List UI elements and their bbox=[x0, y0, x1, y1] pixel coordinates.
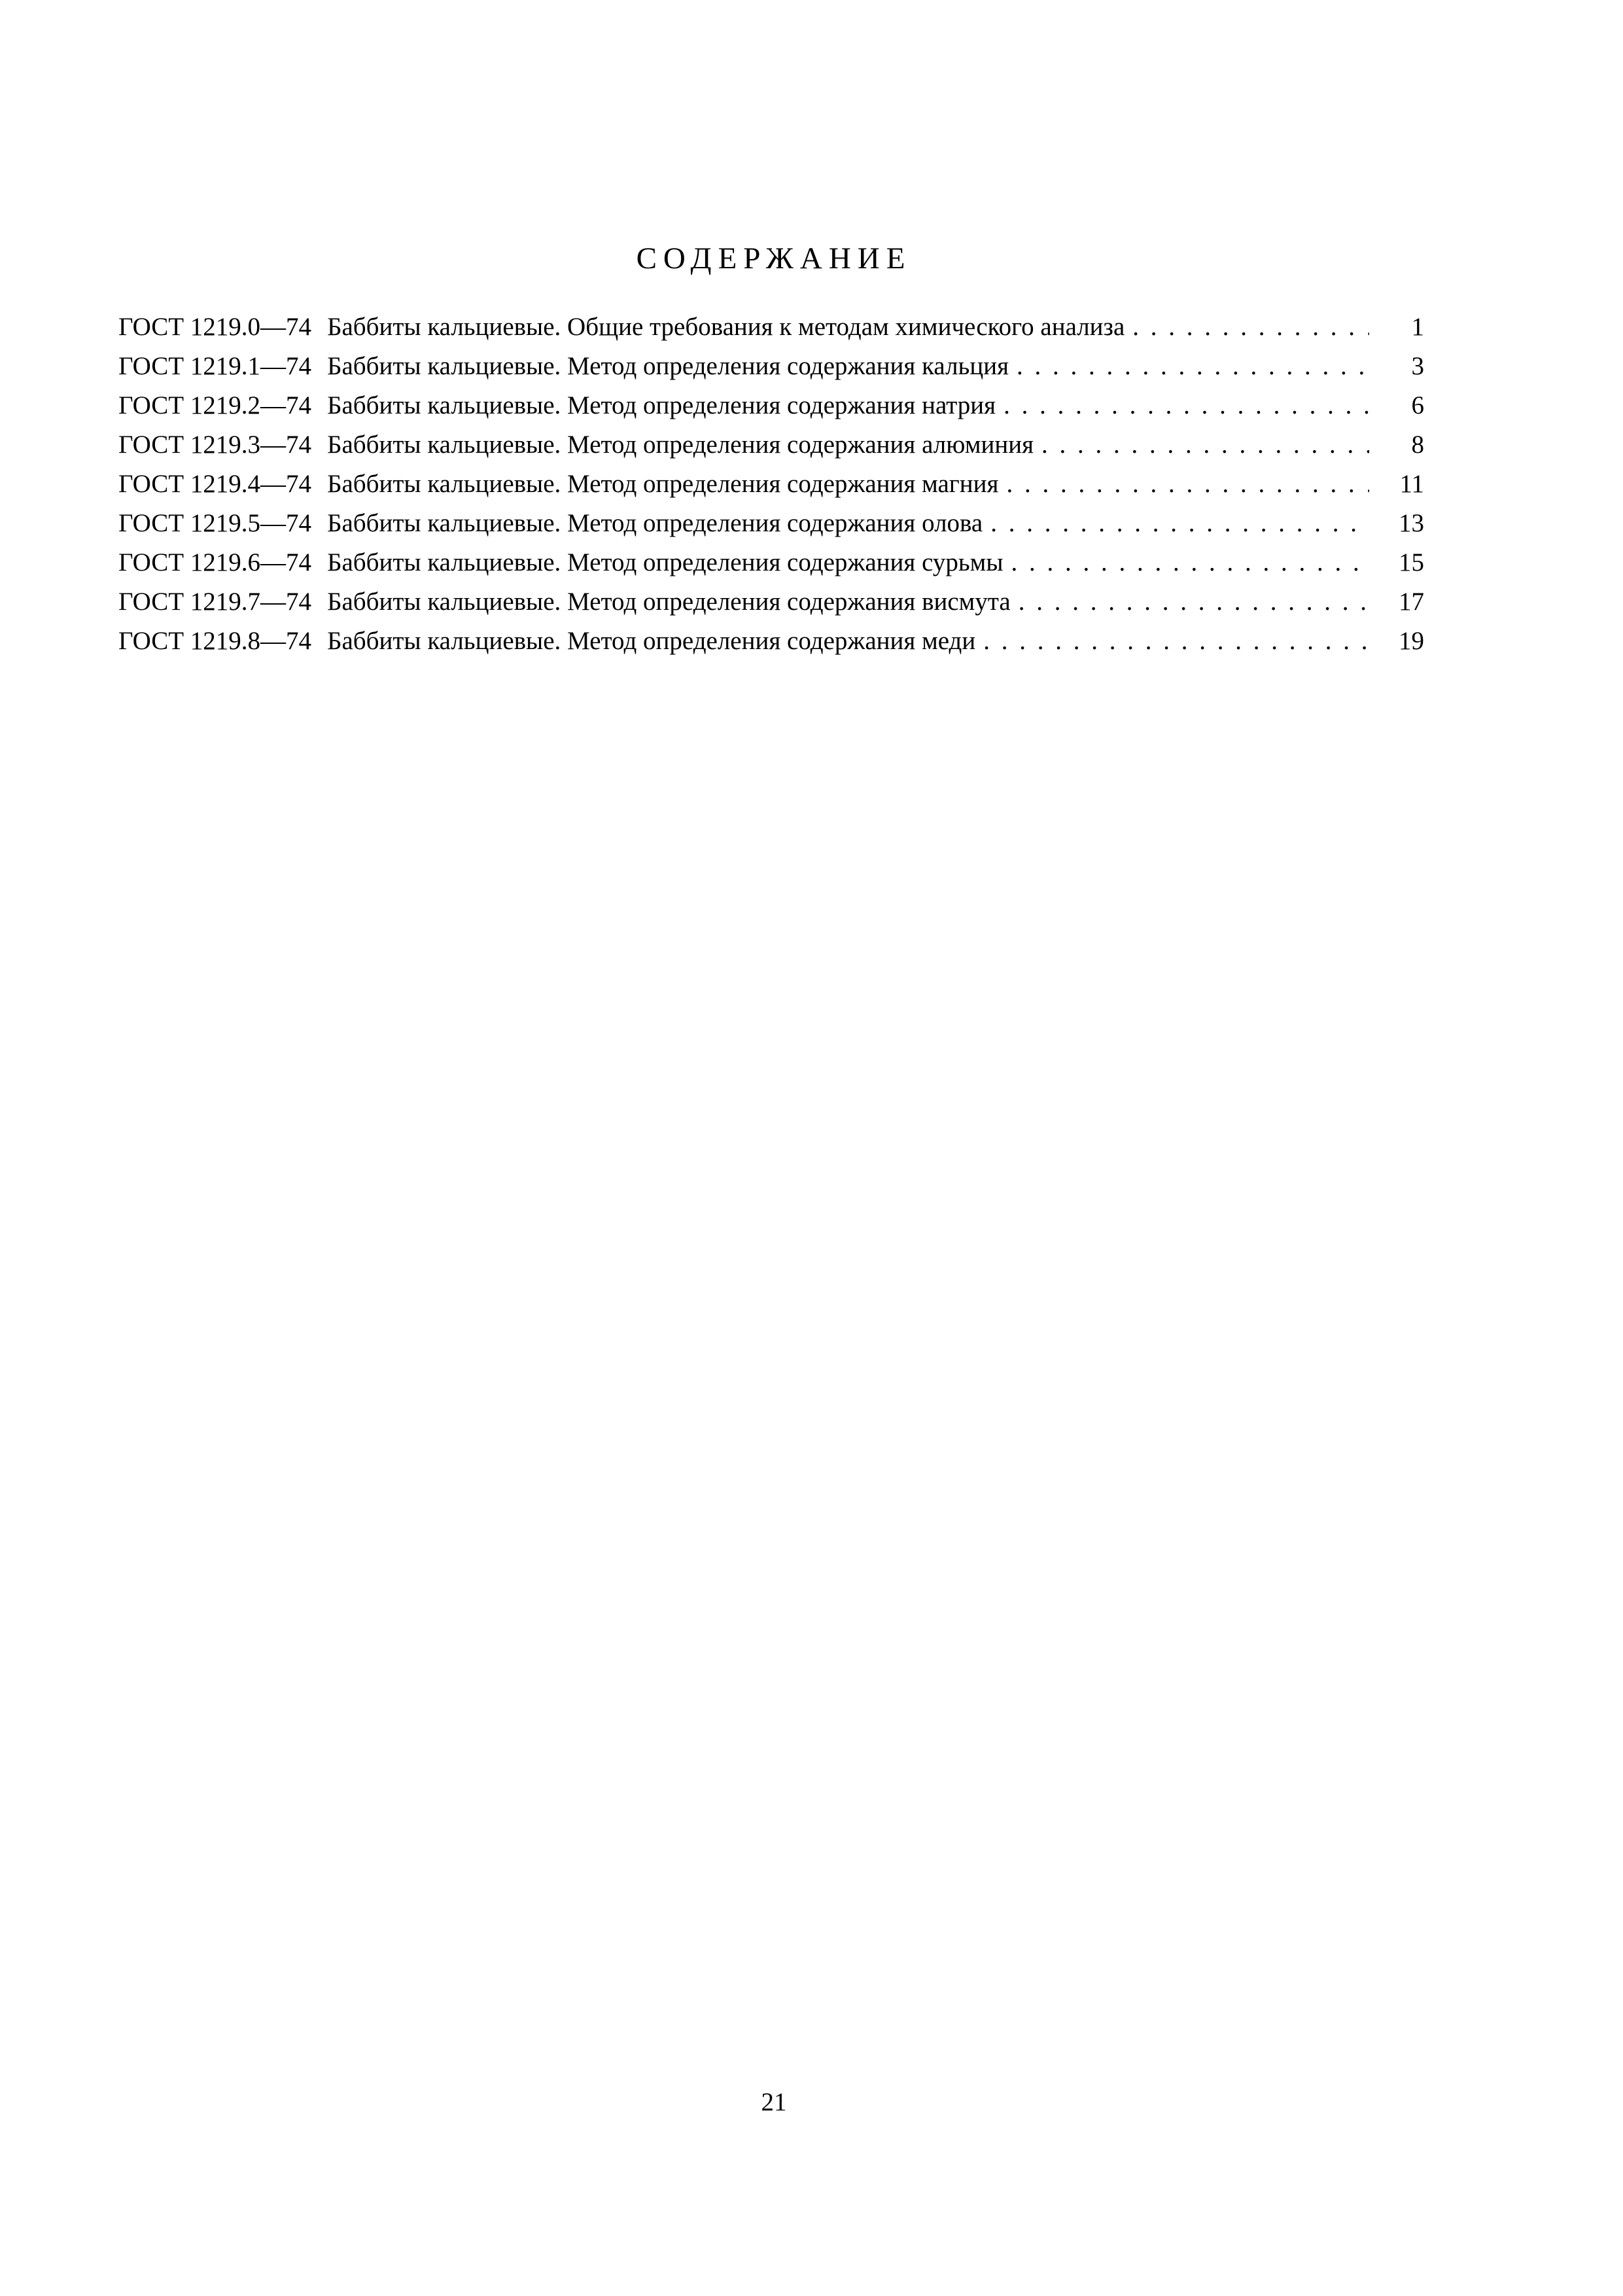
toc-entry-title: Баббиты кальциевые. Общие требования к методам химического анализа bbox=[327, 313, 1125, 341]
toc-entry-code: ГОСТ 1219.2—74 bbox=[118, 391, 312, 419]
toc-entry-1219-7 bbox=[118, 582, 1424, 622]
toc-entry-title: Баббиты кальциевые. Метод определения содержания олова bbox=[327, 509, 983, 537]
toc-entry-page-number: 17 bbox=[1399, 588, 1424, 616]
toc-entry-1219-0 bbox=[118, 308, 1424, 347]
dot-leader bbox=[1019, 582, 1369, 622]
toc-entry-title: Баббиты кальциевые. Метод определения содержания сурьмы bbox=[327, 548, 1003, 576]
dot-leader bbox=[1041, 425, 1369, 465]
toc-entry-title: Баббиты кальциевые. Метод определения содержания натрия bbox=[327, 391, 996, 419]
toc-entry-page-number: 8 bbox=[1411, 431, 1424, 459]
toc-entry-code: ГОСТ 1219.1—74 bbox=[118, 352, 312, 380]
toc-entry-page-number: 15 bbox=[1399, 548, 1424, 576]
page-number: 21 bbox=[761, 2088, 787, 2116]
toc-entry-code: ГОСТ 1219.8—74 bbox=[118, 627, 312, 655]
dot-leader bbox=[1017, 347, 1369, 386]
dot-leader bbox=[1011, 543, 1369, 582]
table-of-contents bbox=[118, 308, 1424, 661]
toc-heading: СОДЕРЖАНИЕ bbox=[636, 241, 912, 275]
toc-entry-1219-4 bbox=[118, 465, 1424, 504]
toc-entry-1219-3 bbox=[118, 425, 1424, 465]
toc-entry-page-number: 6 bbox=[1411, 391, 1424, 419]
toc-entry-code: ГОСТ 1219.7—74 bbox=[118, 588, 312, 616]
dot-leader bbox=[990, 504, 1369, 543]
toc-entry-1219-8 bbox=[118, 622, 1424, 661]
dot-leader bbox=[1006, 465, 1369, 504]
toc-entry-code: ГОСТ 1219.5—74 bbox=[118, 509, 312, 537]
toc-entry-page-number: 1 bbox=[1411, 313, 1424, 341]
toc-entry-1219-2 bbox=[118, 386, 1424, 425]
toc-entry-page-number: 19 bbox=[1399, 627, 1424, 655]
toc-entry-page-number: 11 bbox=[1399, 470, 1424, 498]
toc-entry-title: Баббиты кальциевые. Метод определения содержания кальция bbox=[327, 352, 1009, 380]
toc-entry-1219-1 bbox=[118, 347, 1424, 386]
toc-entry-title: Баббиты кальциевые. Метод определения содержания висмута bbox=[327, 588, 1011, 616]
toc-entry-code: ГОСТ 1219.0—74 bbox=[118, 313, 312, 341]
toc-entry-title: Баббиты кальциевые. Метод определения содержания алюминия bbox=[327, 431, 1034, 459]
toc-entry-title: Баббиты кальциевые. Метод определения содержания магния bbox=[327, 470, 999, 498]
toc-entry-code: ГОСТ 1219.4—74 bbox=[118, 470, 312, 498]
toc-entry-code: ГОСТ 1219.6—74 bbox=[118, 548, 312, 576]
dot-leader bbox=[1132, 308, 1369, 347]
toc-entry-1219-5 bbox=[118, 504, 1424, 543]
toc-entry-code: ГОСТ 1219.3—74 bbox=[118, 431, 312, 459]
dot-leader bbox=[983, 622, 1369, 661]
dot-leader bbox=[1003, 386, 1369, 425]
toc-entry-page-number: 13 bbox=[1399, 509, 1424, 537]
toc-entry-1219-6 bbox=[118, 543, 1424, 582]
toc-entry-title: Баббиты кальциевые. Метод определения содержания меди bbox=[327, 627, 976, 655]
toc-entry-page-number: 3 bbox=[1411, 352, 1424, 380]
